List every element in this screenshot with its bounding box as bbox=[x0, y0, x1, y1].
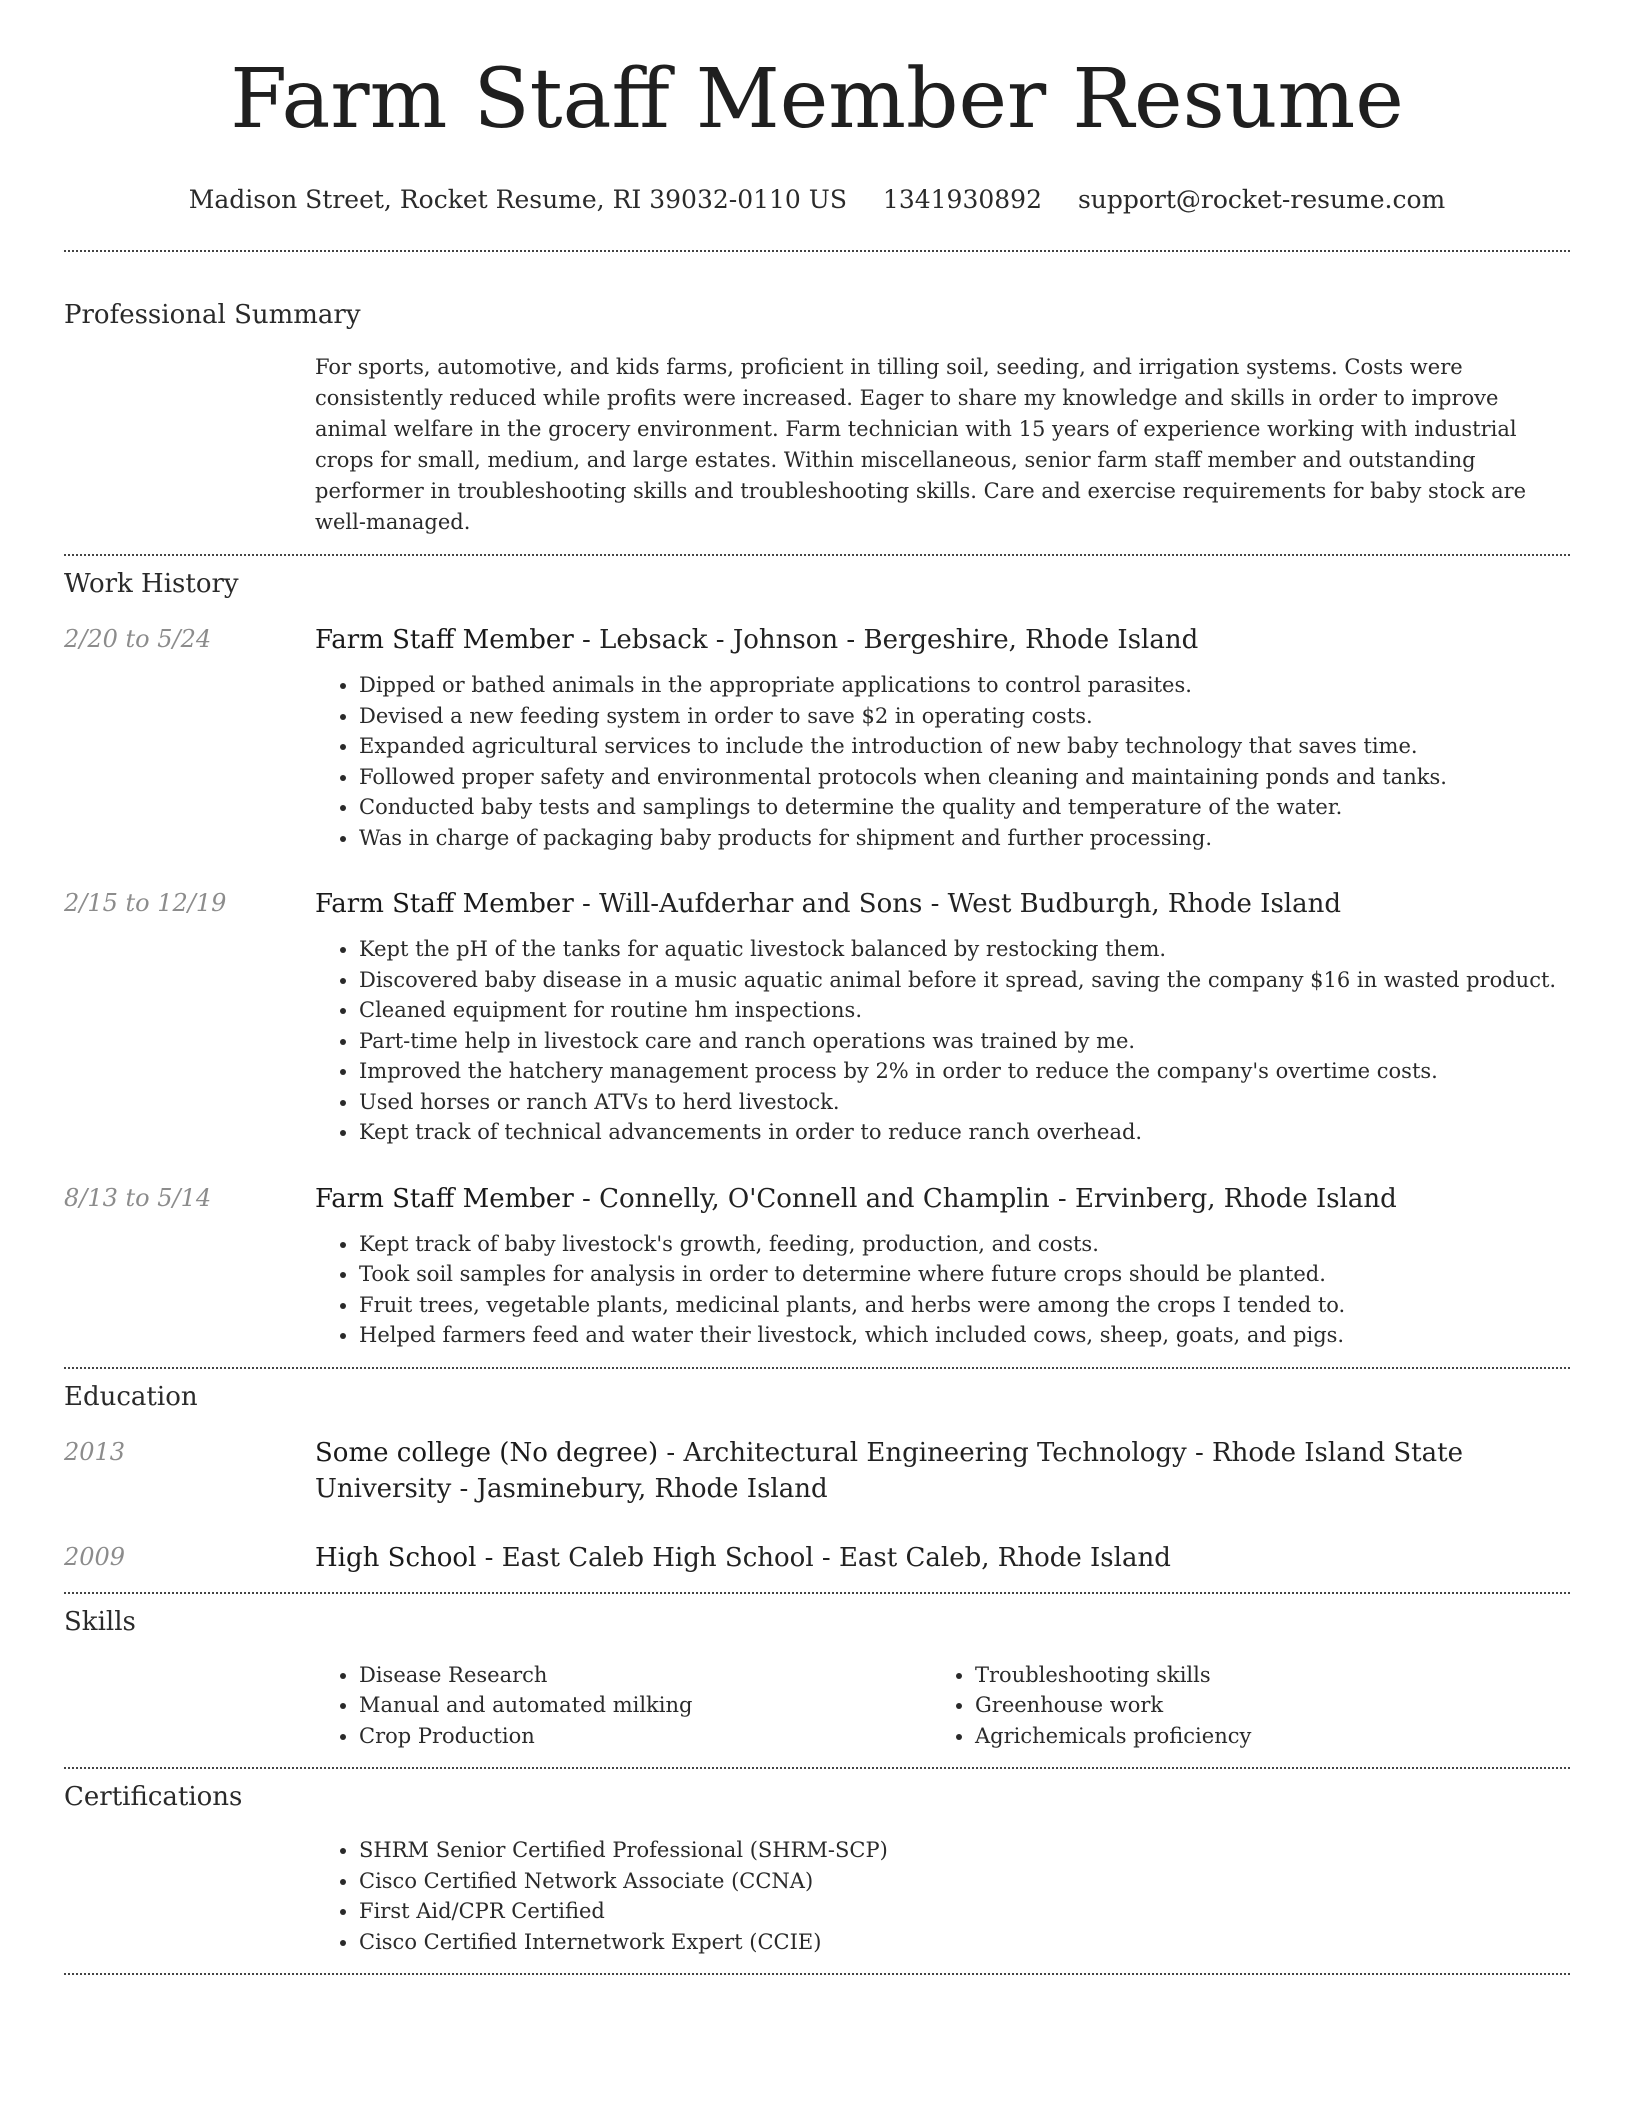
list-item: • SHRM Senior Certified Professional (SHRM-SCP) bbox=[359, 1835, 1570, 1866]
skills-section bbox=[64, 1594, 1570, 1752]
list-item: • Devised a new feeding system in order to save $2 in operating costs. bbox=[359, 701, 1570, 732]
education-year: 2013 bbox=[64, 1437, 126, 1466]
job-dates: 2/20 to 5/24 bbox=[64, 625, 212, 653]
contact-phone: 1341930892 bbox=[882, 185, 1042, 214]
list-item: • Cleaned equipment for routine hm inspections. bbox=[359, 995, 1570, 1026]
section-title-certifications: Certifications bbox=[64, 1782, 243, 1812]
job-entry bbox=[64, 1181, 1570, 1351]
list-item: • Dipped or bathed animals in the appropriate applications to control parasites. bbox=[359, 670, 1570, 701]
list-item: • Helped farmers feed and water their livestock, which included cows, sheep, goats, and pigs. bbox=[359, 1320, 1570, 1351]
summary-section bbox=[64, 252, 1570, 538]
list-item: • Part-time help in livestock care and ranch operations was trained by me. bbox=[359, 1026, 1570, 1057]
education-year: 2009 bbox=[64, 1542, 126, 1571]
list-item: • Disease Research bbox=[359, 1660, 931, 1691]
list-item: • Greenhouse work bbox=[975, 1690, 1547, 1721]
job-dates: 8/13 to 5/14 bbox=[64, 1183, 212, 1212]
job-details: - Will-Aufderhar and Sons - West Budburgh, Rhode Island bbox=[573, 889, 1341, 919]
section-title-work: Work History bbox=[64, 569, 239, 599]
certifications-body bbox=[315, 1835, 1570, 1957]
list-item: • Troubleshooting skills bbox=[975, 1660, 1547, 1691]
education-degree: Some college (No degree) bbox=[315, 1437, 659, 1468]
job-entry bbox=[64, 886, 1570, 1148]
resume-page bbox=[64, 0, 1570, 1975]
contact-address: Madison Street, Rocket Resume, RI 39032-0110 US bbox=[188, 185, 847, 214]
contact-line bbox=[64, 184, 1570, 216]
job-heading bbox=[315, 886, 1570, 922]
list-item: • Kept track of technical advancements in order to reduce ranch overhead. bbox=[359, 1117, 1570, 1148]
list-item: • Cisco Certified Network Associate (CCNA) bbox=[359, 1866, 1570, 1897]
list-item: • Improved the hatchery management process by 2% in order to reduce the company's overtime costs. bbox=[359, 1056, 1570, 1087]
list-item: • Used horses or ranch ATVs to herd livestock. bbox=[359, 1087, 1570, 1118]
education-heading bbox=[315, 1540, 1570, 1576]
summary-text: For sports, automotive, and kids farms, proficient in tilling soil, seeding, and irrigation systems. Costs were consistently reduced while profits were increased. Eager to share my knowledge and skills in order to improve animal welfare in the grocery environment. Farm technician with 15 years of experience working with industrial crops for small, medium, and large estates. Within miscellaneous, senior farm staff member and outstanding performer in troubleshooting skills and troubleshooting skills. Care and exercise requirements for baby stock are well-managed. bbox=[315, 355, 1527, 534]
skills-column-left bbox=[315, 1660, 931, 1752]
job-heading bbox=[315, 1181, 1570, 1217]
list-item: • Kept track of baby livestock's growth, feeding, production, and costs. bbox=[359, 1229, 1570, 1260]
section-title-education: Education bbox=[64, 1381, 198, 1412]
list-item: • Discovered baby disease in a music aquatic animal before it spread, saving the company $16 in wasted product. bbox=[359, 965, 1570, 996]
education-entry bbox=[64, 1435, 1570, 1507]
job-bullets bbox=[315, 670, 1570, 853]
list-item: • Manual and automated milking bbox=[359, 1690, 931, 1721]
education-entry bbox=[64, 1540, 1570, 1576]
job-bullets bbox=[315, 934, 1570, 1148]
resume-header bbox=[64, 0, 1570, 216]
education-section bbox=[64, 1369, 1570, 1576]
education-details: - Architectural Engineering Technology - Rhode Island State University - Jasminebury, Rhode Island bbox=[315, 1437, 1463, 1504]
list-item: • Crop Production bbox=[359, 1721, 931, 1752]
job-dates: 2/15 to 12/19 bbox=[64, 889, 227, 917]
section-title-skills: Skills bbox=[64, 1606, 136, 1637]
skills-list-right bbox=[931, 1660, 1547, 1752]
job-entry bbox=[64, 622, 1570, 853]
job-bullets bbox=[315, 1229, 1570, 1351]
certifications-section bbox=[64, 1769, 1570, 1957]
list-item: • Fruit trees, vegetable plants, medicinal plants, and herbs were among the crops I tended to. bbox=[359, 1290, 1570, 1321]
list-item: • Took soil samples for analysis in order to determine where future crops should be planted. bbox=[359, 1259, 1570, 1290]
list-item: • Was in charge of packaging baby products for shipment and further processing. bbox=[359, 823, 1570, 854]
education-degree: High School bbox=[315, 1542, 477, 1573]
job-title: Farm Staff Member bbox=[315, 625, 574, 655]
education-details: - East Caleb High School - East Caleb, Rhode Island bbox=[476, 1542, 1171, 1573]
job-title: Farm Staff Member bbox=[315, 1183, 574, 1214]
skills-list-left bbox=[315, 1660, 931, 1752]
job-title: Farm Staff Member bbox=[315, 889, 574, 919]
skills-column-right bbox=[931, 1660, 1547, 1752]
contact-email: support@rocket-resume.com bbox=[1077, 185, 1446, 214]
resume-title: Farm Staff Member Resume bbox=[230, 52, 1404, 147]
list-item: • Kept the pH of the tanks for aquatic livestock balanced by restocking them. bbox=[359, 934, 1570, 965]
education-heading bbox=[315, 1435, 1570, 1507]
list-item: • First Aid/CPR Certified bbox=[359, 1896, 1570, 1927]
summary-body bbox=[315, 352, 1570, 538]
job-details: - Connelly, O'Connell and Champlin - Ervinberg, Rhode Island bbox=[573, 1183, 1397, 1214]
divider bbox=[64, 1973, 1570, 1975]
list-item: • Conducted baby tests and samplings to determine the quality and temperature of the water. bbox=[359, 792, 1570, 823]
job-heading bbox=[315, 622, 1570, 658]
work-section bbox=[64, 556, 1570, 1351]
skills-columns bbox=[315, 1660, 1570, 1752]
list-item: • Expanded agricultural services to include the introduction of new baby technology that saves time. bbox=[359, 731, 1570, 762]
job-details: - Lebsack - Johnson - Bergeshire, Rhode Island bbox=[573, 625, 1199, 655]
list-item: • Cisco Certified Internetwork Expert (CCIE) bbox=[359, 1927, 1570, 1958]
list-item: • Followed proper safety and environmental protocols when cleaning and maintaining ponds and tanks. bbox=[359, 762, 1570, 793]
list-item: • Agrichemicals proficiency bbox=[975, 1721, 1547, 1752]
certifications-list bbox=[315, 1835, 1570, 1957]
section-title-summary: Professional Summary bbox=[64, 300, 361, 330]
